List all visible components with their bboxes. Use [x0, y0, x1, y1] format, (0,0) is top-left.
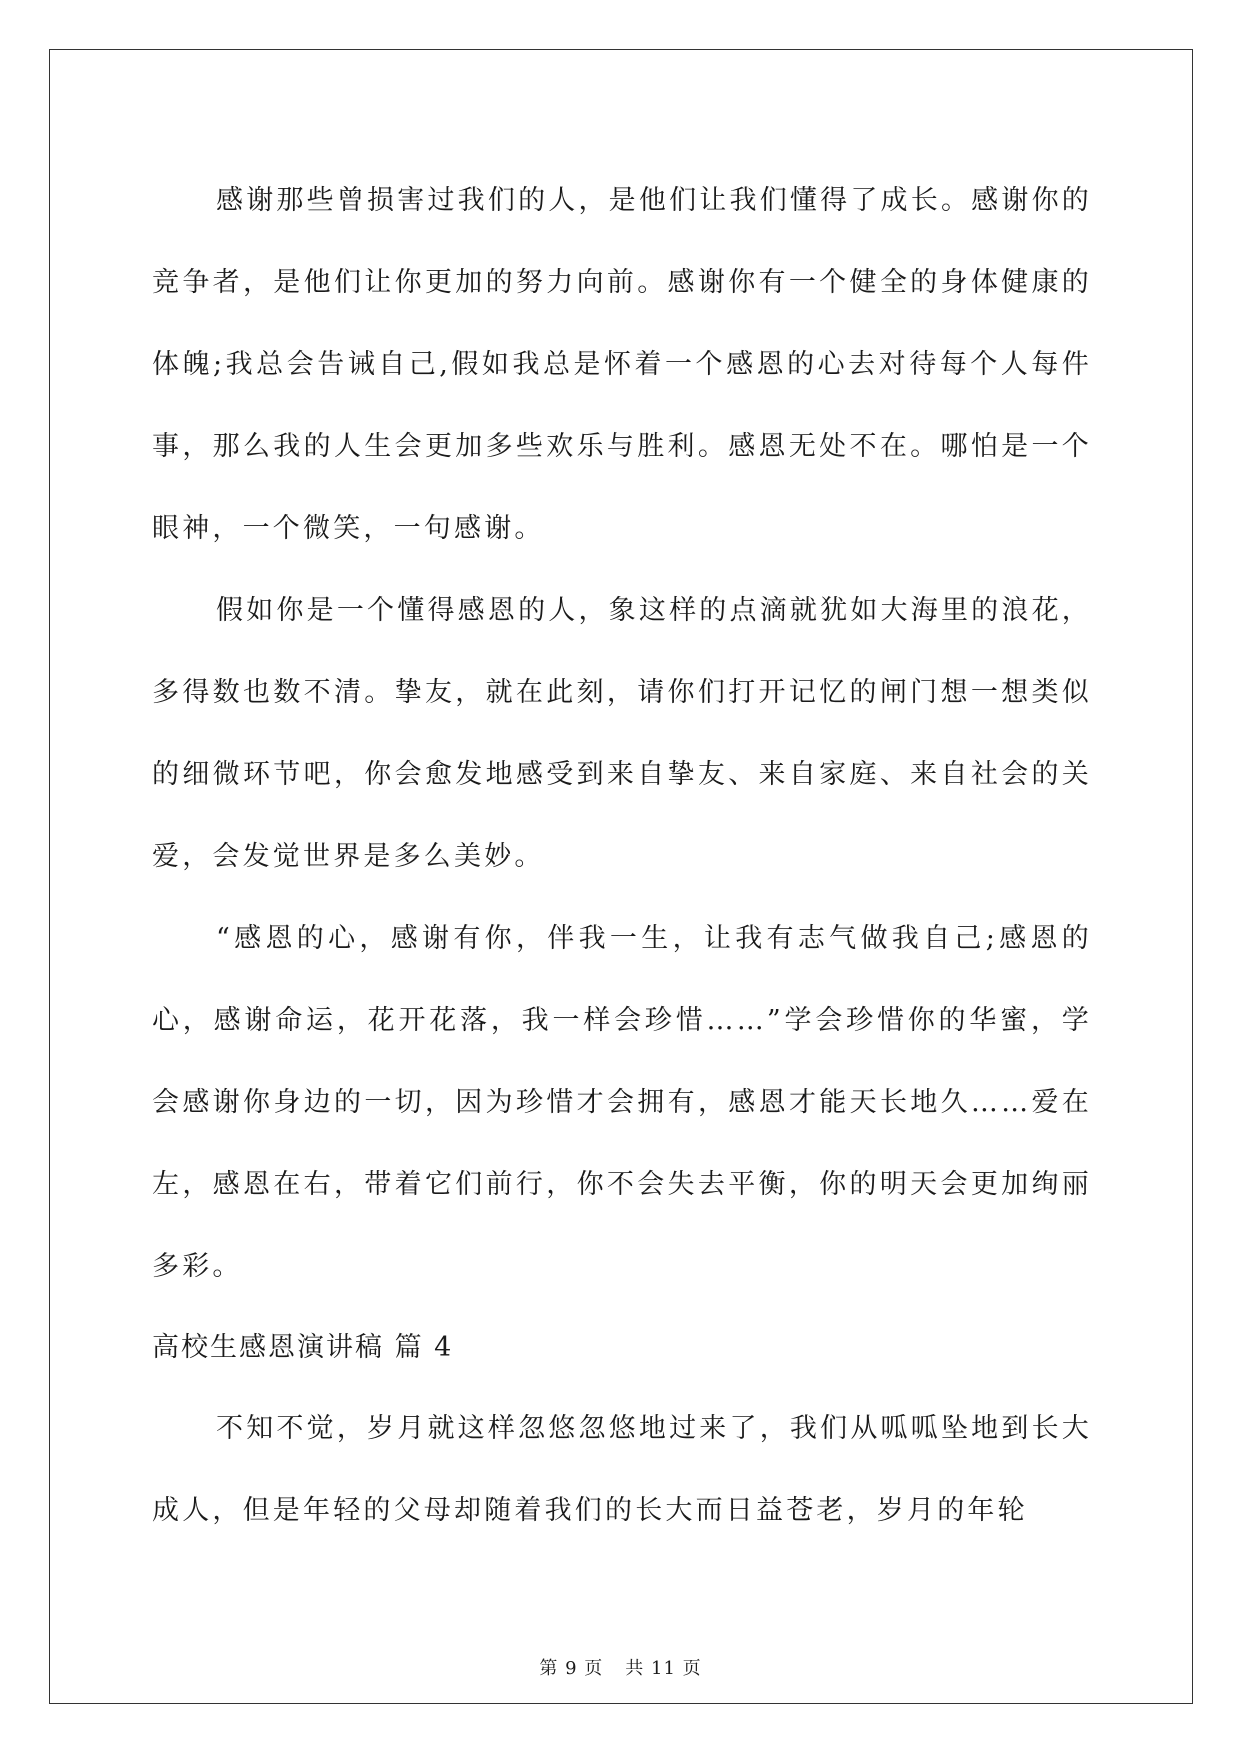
paragraph-4: 不知不觉，岁月就这样忽悠忽悠地过来了，我们从呱呱坠地到长大成人，但是年轻的父母却随着我们的长大而日益苍老，岁月的年轮: [152, 1413, 1092, 1526]
document-body: [152, 160, 1092, 1552]
page-footer: [0, 1654, 1241, 1680]
page-total: 共 11 页: [625, 1658, 702, 1679]
paragraph-2: 假如你是一个懂得感恩的人，象这样的点滴就犹如大海里的浪花，多得数也数不清。挚友，就在此刻，请你们打开记忆的闸门想一想类似的细微环节吧，你会愈发地感受到来自挚友、来自家庭、来自社会的关爱，会发觉世界是多么美妙。: [152, 595, 1092, 872]
page-number: 第 9 页: [539, 1658, 604, 1679]
paragraph-1: 感谢那些曾损害过我们的人，是他们让我们懂得了成长。感谢你的竞争者，是他们让你更加的努力向前。感谢你有一个健全的身体健康的体魄;我总会告诫自己,假如我总是怀着一个感恩的心去对待每个人每件事，那么我的人生会更加多些欢乐与胜利。感恩无处不在。哪怕是一个眼神，一个微笑，一句感谢。: [152, 185, 1092, 544]
paragraph-3: “感恩的心，感谢有你，伴我一生，让我有志气做我自己;感恩的心，感谢命运，花开花落，我一样会珍惜……”学会珍惜你的华蜜，学会感谢你身边的一切，因为珍惜才会拥有，感恩才能天长地久……爱在左，感恩在右，带着它们前行，你不会失去平衡，你的明天会更加绚丽多彩。: [152, 923, 1092, 1282]
section-heading: 高校生感恩演讲稿 篇 4: [152, 1332, 454, 1363]
